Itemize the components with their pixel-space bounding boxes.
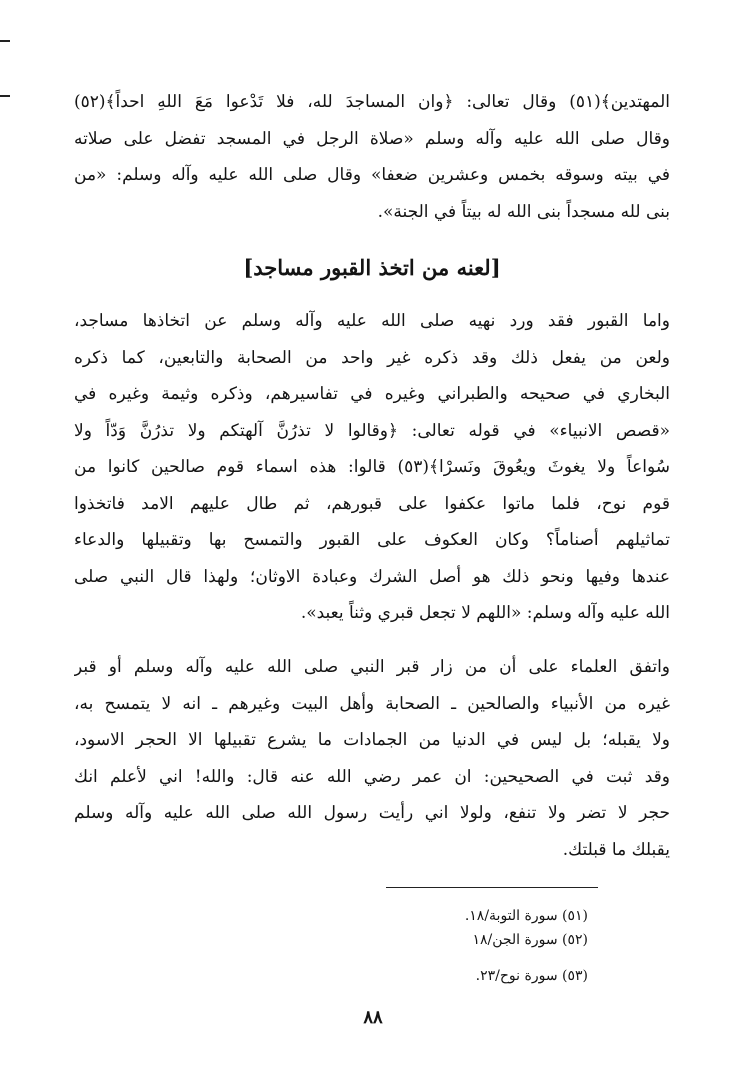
footnote-divider [386, 887, 598, 888]
paragraph-scholars-agreement [74, 649, 670, 868]
footnote-51: (٥١) سورة التوبة/١٨. [464, 908, 588, 924]
text-line: البخاري في صحيحه والطبراني وغيره في تفاسيرهم، وذكره وثيمة وغيره في [74, 384, 670, 404]
text-line: ولا يقبله؛ بل ليس في الدنيا من الجمادات ما يشرع تقبيلها الا الحجر الاسود، [74, 730, 670, 750]
text-line: غيره من الأنبياء والصالحين ـ الصحابة وأهل البيت وغيرهم ـ انه لا يتمسح به، [74, 693, 670, 714]
text-line: وقد ثبت في الصحيحين: ان عمر رضي الله عنه قال: والله! اني لأعلم انك [74, 766, 670, 787]
text-line: الله عليه وآله وسلم: «اللهم لا تجعل قبري وثناً يعبد». [300, 603, 670, 623]
text-line: واتفق العلماء على أن من زار قبر النبي صلى الله عليه وآله وسلم أو قبر [74, 657, 670, 677]
footnotes [300, 904, 588, 988]
section-heading: [لعنه من اتخذ القبور مساجد] [243, 255, 501, 280]
text-line: وقال صلى الله عليه وآله وسلم «صلاة الرجل في المسجد تفضل على صلاته [74, 128, 670, 149]
text-line: المهتدين﴾(٥١) وقال تعالى: ﴿وان المساجدَ لله، فلا تَدْعوا مَعَ اللهِ احداً﴾(٥٢) [74, 92, 670, 112]
scan-edge-mark-middle [0, 95, 10, 97]
page-number: ٨٨ [363, 1007, 383, 1028]
paragraph-graves-as-mosques [74, 303, 670, 632]
footnote-52: (٥٢) سورة الجن/١٨ [472, 932, 588, 948]
text-line: واما القبور فقد ورد نهيه صلى الله عليه وآله وسلم عن اتخاذها مساجد، [74, 311, 670, 331]
text-line: يقبلك ما قبلتك. [562, 839, 670, 860]
text-line: ولعن من يفعل ذلك وقد ذكره غير واحد من الصحابة والتابعين، كما ذكره [74, 347, 670, 368]
text-line: حجر لا تضر ولا تنفع، ولولا اني رأيت رسول الله صلى الله عليه وآله وسلم [74, 803, 670, 823]
text-line: في بيته وسوقه بخمس وعشرين ضعفا» وقال صلى الله عليه وآله وسلم: «من [74, 165, 670, 185]
text-line: قوم نوح، فلما ماتوا عكفوا على قبورهم، ثم طال عليهم الامد فاتخذوا [74, 493, 670, 514]
text-line: سُواعاً ولا يغوثَ ويعُوقَ ونَسرْا﴾(٥٣) قالوا: هذه اسماء قوم صالحين كانوا من [74, 457, 670, 477]
footnote-53: (٥٣) سورة نوح/٢٣. [475, 968, 588, 984]
scan-edge-mark-top [0, 40, 10, 42]
text-line: عندها وفيها ونحو ذلك هو أصل الشرك وعبادة الاوثان؛ ولهذا قال النبي صلى [74, 566, 670, 587]
paragraph-mosques-hadith [74, 84, 670, 230]
text-line: بنى لله مسجداً بنى الله له بيتاً في الجنة». [377, 201, 670, 222]
text-line: تماثيلهم أصناماً؟ وكان العكوف على القبور والتمسح بها وتقبيلها والدعاء [74, 530, 670, 550]
text-line: «قصص الانبياء» في قوله تعالى: ﴿وقالوا لا تذرُنَّ آلهتكم ولا تذرُنَّ وَدّاً ولا [74, 420, 670, 441]
